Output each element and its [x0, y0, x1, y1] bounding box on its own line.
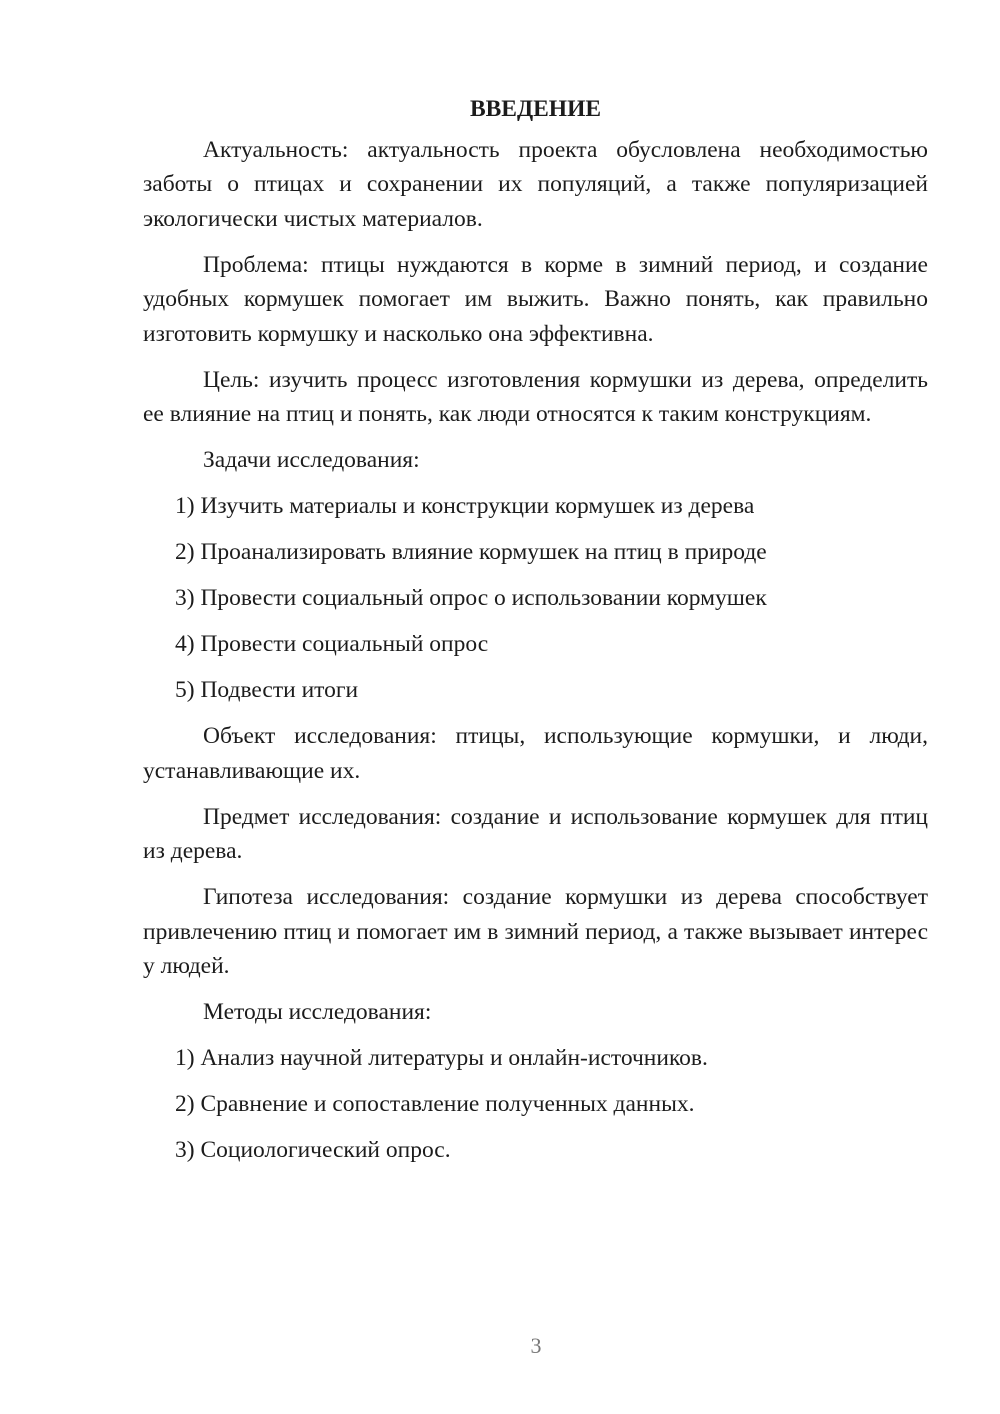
goal-paragraph: Цель: изучить процесс изготовления кормушки из дерева, определить ее влияние на птиц и понять, как люди относятся к таким конструкциям. [143, 366, 928, 427]
list-item: 1) Анализ научной литературы и онлайн-источников. [175, 1045, 708, 1071]
list-item: 5) Подвести итоги [175, 677, 359, 703]
object-paragraph: Объект исследования: птицы, использующие кормушки, и люди, устанавливающие их. [143, 723, 928, 784]
page-title: ВВЕДЕНИЕ [469, 96, 602, 122]
methods-list [143, 1041, 928, 1168]
tasks-list [143, 489, 928, 708]
list-item: 2) Сравнение и сопоставление полученных данных. [175, 1091, 695, 1117]
relevance-paragraph: Актуальность: актуальность проекта обусловлена необходимостью заботы о птицах и сохранении их популяций, а также популяризацией экологически чистых материалов. [143, 136, 928, 232]
list-item: 3) Социологический опрос. [175, 1137, 451, 1163]
methods-heading: Методы исследования: [203, 999, 432, 1025]
subject-paragraph: Предмет исследования: создание и использование кормушек для птиц из дерева. [143, 803, 928, 864]
document-body [143, 92, 928, 1179]
list-item: 3) Провести социальный опрос о использовании кормушек [175, 585, 767, 611]
list-item: 2) Проанализировать влияние кормушек на птиц в природе [175, 539, 767, 565]
list-item: 4) Провести социальный опрос [175, 631, 489, 657]
tasks-heading: Задачи исследования: [203, 447, 420, 473]
problem-paragraph: Проблема: птицы нуждаются в корме в зимний период, и создание удобных кормушек помогает им выжить. Важно понять, как правильно изготовить кормушку и насколько она эффективна. [143, 251, 928, 347]
page-number: 3 [530, 1333, 542, 1358]
hypothesis-paragraph: Гипотеза исследования: создание кормушки из дерева способствует привлечению птиц и помогает им в зимний период, а также вызывает интерес у людей. [143, 884, 928, 979]
list-item: 1) Изучить материалы и конструкции кормушек из дерева [175, 493, 755, 519]
